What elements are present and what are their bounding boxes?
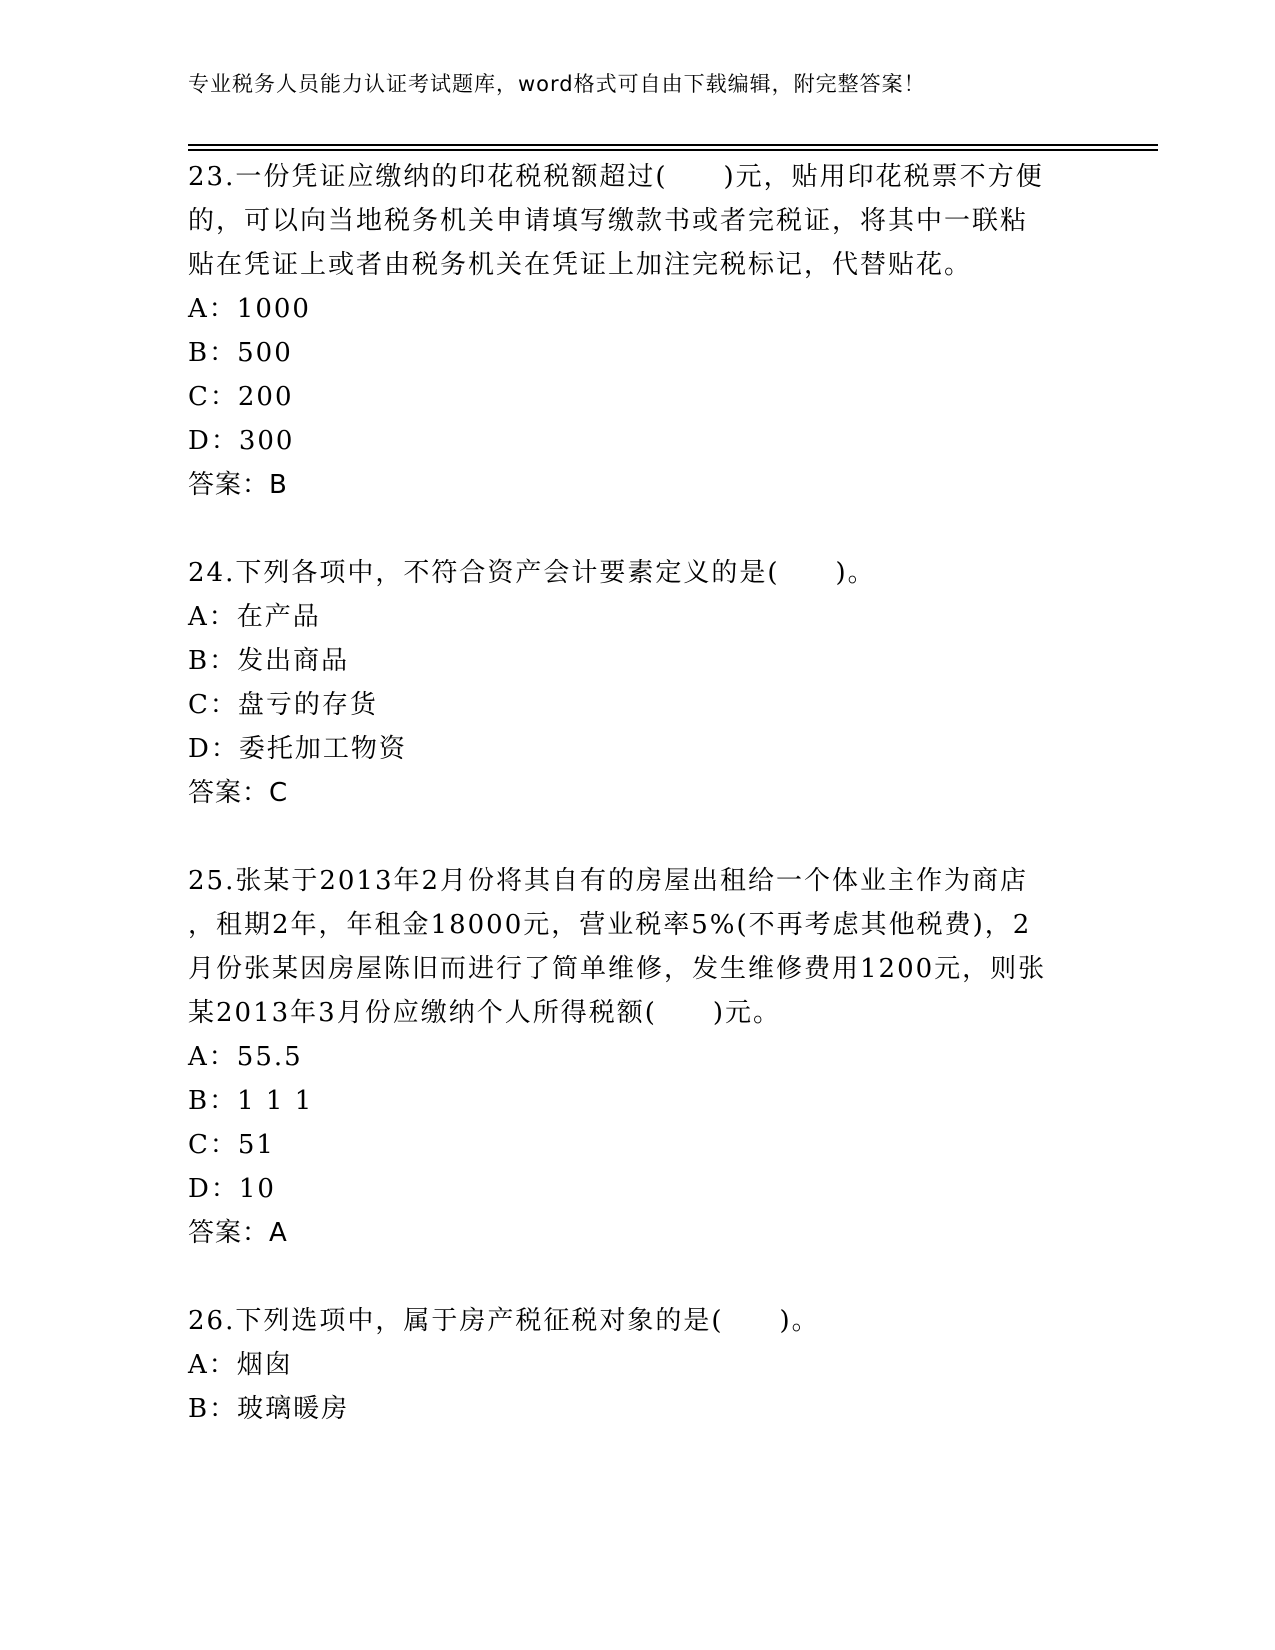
question-23-answer: 答案：B	[188, 470, 288, 500]
question-24-stem-line-1: 24.下列各项中，不符合资产会计要素定义的是( )。	[188, 558, 876, 588]
question-25-stem-line-1: 25.张某于2013年2月份将其自有的房屋出租给一个体业主作为商店	[188, 866, 1029, 896]
question-26-option-b: B：玻璃暖房	[188, 1394, 350, 1424]
question-26-option-a: A：烟囱	[188, 1350, 293, 1380]
question-25-stem-line-2: ，租期2年，年租金18000元，营业税率5%(不再考虑其他税费)，2	[188, 910, 1032, 940]
question-25-option-c: C：51	[188, 1130, 275, 1160]
question-25-answer: 答案：A	[188, 1218, 288, 1248]
question-25-option-a: A：55.5	[188, 1042, 303, 1072]
header-rule-top	[188, 144, 1158, 146]
question-24-option-d: D：委托加工物资	[188, 734, 407, 764]
question-23-option-c: C：200	[188, 382, 294, 412]
question-24-option-c: C：盘亏的存货	[188, 690, 378, 720]
question-24-option-a: A：在产品	[188, 602, 321, 632]
question-24-option-b: B：发出商品	[188, 646, 350, 676]
question-23-option-d: D：300	[188, 426, 295, 456]
question-26-stem-line-1: 26.下列选项中，属于房产税征税对象的是( )。	[188, 1306, 820, 1336]
question-25-option-b: B：1 1 1	[188, 1086, 314, 1116]
question-25-option-d: D：10	[188, 1174, 276, 1204]
page-header: 专业税务人员能力认证考试题库，word格式可自由下载编辑，附完整答案！	[188, 72, 926, 96]
question-23-option-b: B：500	[188, 338, 293, 368]
question-23-stem-line-3: 贴在凭证上或者由税务机关在凭证上加注完税标记，代替贴花。	[188, 250, 973, 280]
question-25-stem-line-4: 某2013年3月份应缴纳个人所得税额( )元。	[188, 998, 781, 1028]
question-23-stem-line-1: 23.一份凭证应缴纳的印花税税额超过( )元，贴用印花税票不方便	[188, 162, 1044, 192]
question-24-answer: 答案：C	[188, 778, 289, 808]
question-23-option-a: A：1000	[188, 294, 311, 324]
question-25-stem-line-3: 月份张某因房屋陈旧而进行了简单维修，发生维修费用1200元，则张	[188, 954, 1047, 984]
question-23-stem-line-2: 的，可以向当地税务机关申请填写缴款书或者完税证，将其中一联粘	[188, 206, 1029, 236]
header-rule-bottom	[188, 149, 1158, 151]
